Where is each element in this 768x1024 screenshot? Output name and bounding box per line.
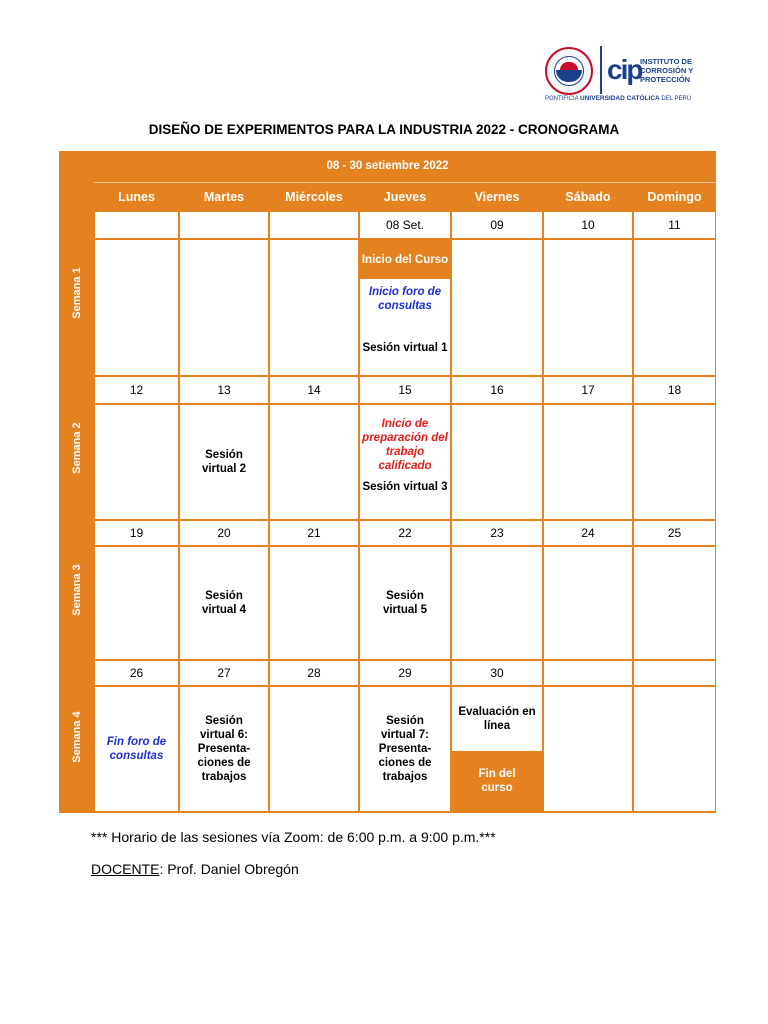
instructor-label: DOCENTE — [91, 861, 160, 877]
day-cell — [544, 687, 632, 811]
day-cell-martes-w3 — [180, 547, 268, 659]
day-martes: Martes — [203, 190, 245, 204]
date-cell: 29 — [360, 661, 450, 685]
date-cell: 14 — [270, 377, 358, 403]
day-cell — [634, 547, 715, 659]
date-cell: 26 — [95, 661, 178, 685]
day-cell — [452, 405, 542, 519]
date-cell: 08 Set. — [360, 212, 450, 238]
date-cell — [544, 661, 632, 685]
day-cell — [270, 687, 358, 811]
session-text: Sesión virtual 4 — [201, 590, 247, 616]
day-cell-jueves-w2 — [360, 405, 450, 519]
session-text: Sesión virtual 5 — [382, 590, 428, 616]
course-end-block — [452, 751, 542, 811]
day-cell — [180, 240, 268, 375]
date-cell: 15 — [360, 377, 450, 403]
date-cell: 28 — [270, 661, 358, 685]
evaluation-text: Evaluación en línea — [458, 706, 536, 732]
day-cell — [544, 240, 632, 375]
day-cell — [544, 405, 632, 519]
course-end-text: Fin del curso — [478, 768, 516, 794]
document-title: DISEÑO DE EXPERIMENTOS PARA LA INDUSTRIA 2022 - CRONOGRAMA — [148, 122, 620, 137]
instructor-name: : Prof. Daniel Obregón — [159, 861, 299, 877]
header-divider — [94, 182, 716, 183]
day-miercoles: Miércoles — [285, 190, 343, 204]
course-start-block: Inicio del Curso — [360, 240, 450, 279]
day-cell — [270, 405, 358, 519]
schedule-calendar — [59, 151, 716, 813]
day-cell-lunes-w4 — [95, 687, 178, 811]
day-jueves: Jueves — [383, 190, 427, 204]
day-cell — [544, 547, 632, 659]
week-label-4: Semana 4 — [70, 710, 83, 763]
date-cell — [270, 212, 358, 238]
date-cell: 13 — [180, 377, 268, 403]
date-cell: 18 — [634, 377, 715, 403]
day-cell — [452, 547, 542, 659]
day-sabado: Sábado — [565, 190, 611, 204]
day-cell — [634, 687, 715, 811]
week-label-2: Semana 2 — [70, 422, 83, 474]
date-cell — [634, 661, 715, 685]
session-text: Sesión virtual 1 — [362, 342, 448, 354]
day-cell — [95, 240, 178, 375]
forum-start-text: Inicio foro de consultas — [368, 286, 442, 312]
day-cell-jueves-w3 — [360, 547, 450, 659]
date-cell: 24 — [544, 521, 632, 545]
date-cell — [180, 212, 268, 238]
day-cell-martes-w4 — [180, 687, 268, 811]
instructor-line — [91, 861, 299, 877]
date-cell: 19 — [95, 521, 178, 545]
day-cell-viernes-w4 — [452, 687, 542, 811]
day-cell — [95, 547, 178, 659]
university-seal-icon — [545, 47, 593, 95]
day-cell — [270, 547, 358, 659]
logo-divider — [600, 46, 602, 94]
day-cell-jueves-w4 — [360, 687, 450, 811]
date-cell: 30 — [452, 661, 542, 685]
date-range: 08 - 30 setiembre 2022 — [326, 160, 449, 172]
day-viernes: Viernes — [474, 190, 520, 204]
session-text: Sesión virtual 2 — [201, 449, 247, 475]
date-cell: 16 — [452, 377, 542, 403]
university-name: PONTIFICIA UNIVERSIDAD CATÓLICA DEL PERÚ — [545, 95, 692, 102]
institution-logo — [545, 46, 715, 104]
day-cell — [452, 240, 542, 375]
schedule-note: *** Horario de las sesiones vía Zoom: de 6:00 p.m. a 9:00 p.m.*** — [91, 829, 496, 845]
date-cell: 09 — [452, 212, 542, 238]
date-cell: 17 — [544, 377, 632, 403]
day-cell-jueves-w1 — [360, 240, 450, 375]
date-cell: 20 — [180, 521, 268, 545]
week-label-3: Semana 3 — [70, 564, 83, 616]
day-cell — [95, 405, 178, 519]
day-cell — [634, 405, 715, 519]
day-lunes: Lunes — [118, 190, 155, 204]
session-text: Sesión virtual 7: Presenta-ciones de trabajos — [378, 715, 432, 783]
date-cell — [95, 212, 178, 238]
date-cell: 12 — [95, 377, 178, 403]
day-domingo: Domingo — [647, 190, 702, 204]
day-cell-martes-w2 — [180, 405, 268, 519]
date-cell: 21 — [270, 521, 358, 545]
date-cell: 11 — [634, 212, 715, 238]
session-text: Sesión virtual 6: Presenta-ciones de trabajos — [197, 715, 251, 783]
day-cell — [270, 240, 358, 375]
date-cell: 22 — [360, 521, 450, 545]
week-label-1: Semana 1 — [70, 267, 83, 319]
institute-name: INSTITUTO DE CORROSIÓN Y PROTECCIÓN — [640, 57, 694, 84]
date-cell: 10 — [544, 212, 632, 238]
date-cell: 25 — [634, 521, 715, 545]
forum-end-text: Fin foro de consultas — [106, 736, 167, 762]
assignment-start-text: Inicio de preparación del trabajo calificado — [362, 418, 448, 472]
day-cell — [634, 240, 715, 375]
date-cell: 23 — [452, 521, 542, 545]
date-cell: 27 — [180, 661, 268, 685]
cip-logo-text: cip — [607, 54, 642, 85]
session-text: Sesión virtual 3 — [362, 481, 448, 493]
